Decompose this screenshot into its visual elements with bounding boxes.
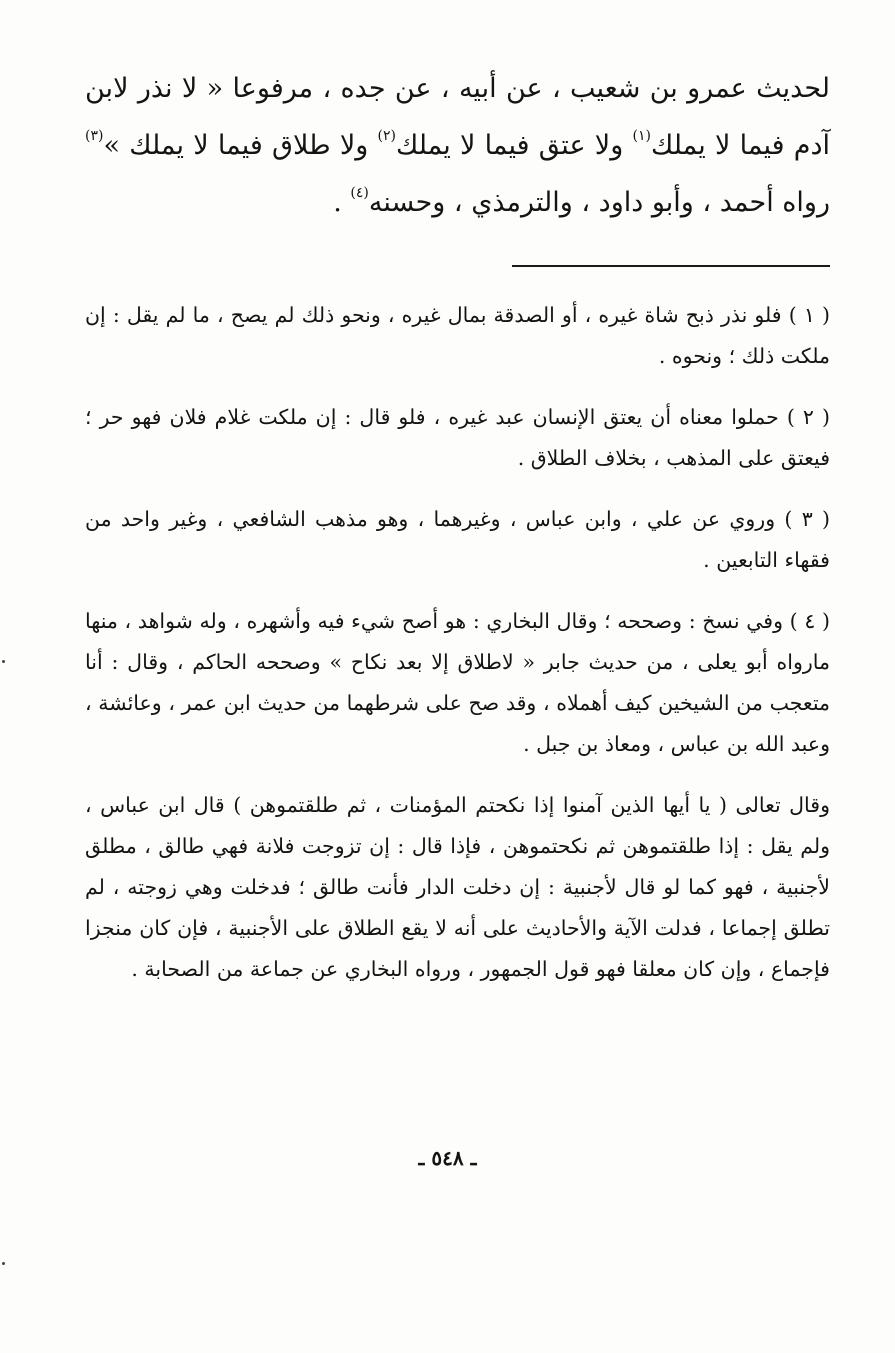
footnote-ref-2[interactable]: (٢) (377, 128, 396, 144)
footnote-separator (512, 265, 830, 267)
main-text (85, 60, 830, 231)
footnotes-section (85, 295, 830, 765)
scan-mark (2, 1262, 5, 1265)
footnote-4: ( ٤ ) وفي نسخ : وصححه ؛ وقال البخاري : هو أصح شيء فيه وأشهره ، وله شواهد ، منها مارواه أبو يعلى ، من حديث جابر « لاطلاق إلا بعد نكاح » وصححه الحاكم ، وقال : أنا متعجب من الشيخين كيف أهملاه ، وقد صح على شرطهما من حديث ابن عمر ، وعائشة ، وعبد الله بن عباس ، ومعاذ بن جبل . (85, 609, 830, 756)
footnote-3: ( ٣ ) وروي عن علي ، وابن عباس ، وغيرهما ، وهو مذهب الشافعي ، وغير واحد من فقهاء التابعين . (85, 507, 831, 572)
main-text-segment: رواه أحمد ، وأبو داود ، والترمذي ، وحسنه (368, 187, 830, 218)
main-text-segment: ولا طلاق فيما لا يملك » (103, 130, 378, 161)
scan-mark (2, 660, 5, 663)
page-body (85, 60, 830, 990)
footnote-ref-1[interactable]: (١) (632, 128, 651, 144)
closing-paragraph: وقال تعالى ( يا أيها الذين آمنوا إذا نكحتم المؤمنات ، ثم طلقتموهن ) قال ابن عباس ، ولم يقل : إذا طلقتموهن ثم نكحتموهن ، فإذا قال : إن تزوجت فلانة فهي طالق ، مطلق لأجنبية ، فهو كما لو قال لأجنبية : إن دخلت الدار فأنت طالق ؛ فدخلت وهي زوجته ، لم تطلق إجماعا ، فدلت الآية والأحاديث على أنه لا يقع الطلاق على الأجنبية ، فإن كان منجزا فإجماع ، وإن كان معلقا فهو قول الجمهور ، ورواه البخاري عن جماعة من الصحابة . (85, 793, 830, 981)
page-number: ـ ٥٤٨ ـ (418, 1146, 477, 1170)
footnote-ref-3[interactable]: (٣) (85, 128, 104, 144)
main-text-segment: ولا عتق فيما لا يملك (395, 130, 633, 161)
footnote-ref-4[interactable]: (٤) (350, 185, 369, 201)
closing-section (85, 785, 830, 990)
main-text-segment: . (333, 187, 351, 218)
main-text-segment: لحديث عمرو بن شعيب ، عن أبيه ، عن جده ، مرفوعا « لا نذر لابن آدم فيما لا يملك (85, 73, 830, 161)
main-paragraph (85, 60, 830, 231)
footnote-2: ( ٢ ) حملوا معناه أن يعتق الإنسان عبد غيره ، فلو قال : إن ملكت غلام فلان فهو حر ؛ فيعتق على المذهب ، بخلاف الطلاق . (85, 405, 830, 470)
footnote-1: ( ١ ) فلو نذر ذبح شاة غيره ، أو الصدقة بمال غيره ، ونحو ذلك لم يصح ، ما لم يقل : إن ملكت ذلك ؛ ونحوه . (85, 303, 830, 368)
